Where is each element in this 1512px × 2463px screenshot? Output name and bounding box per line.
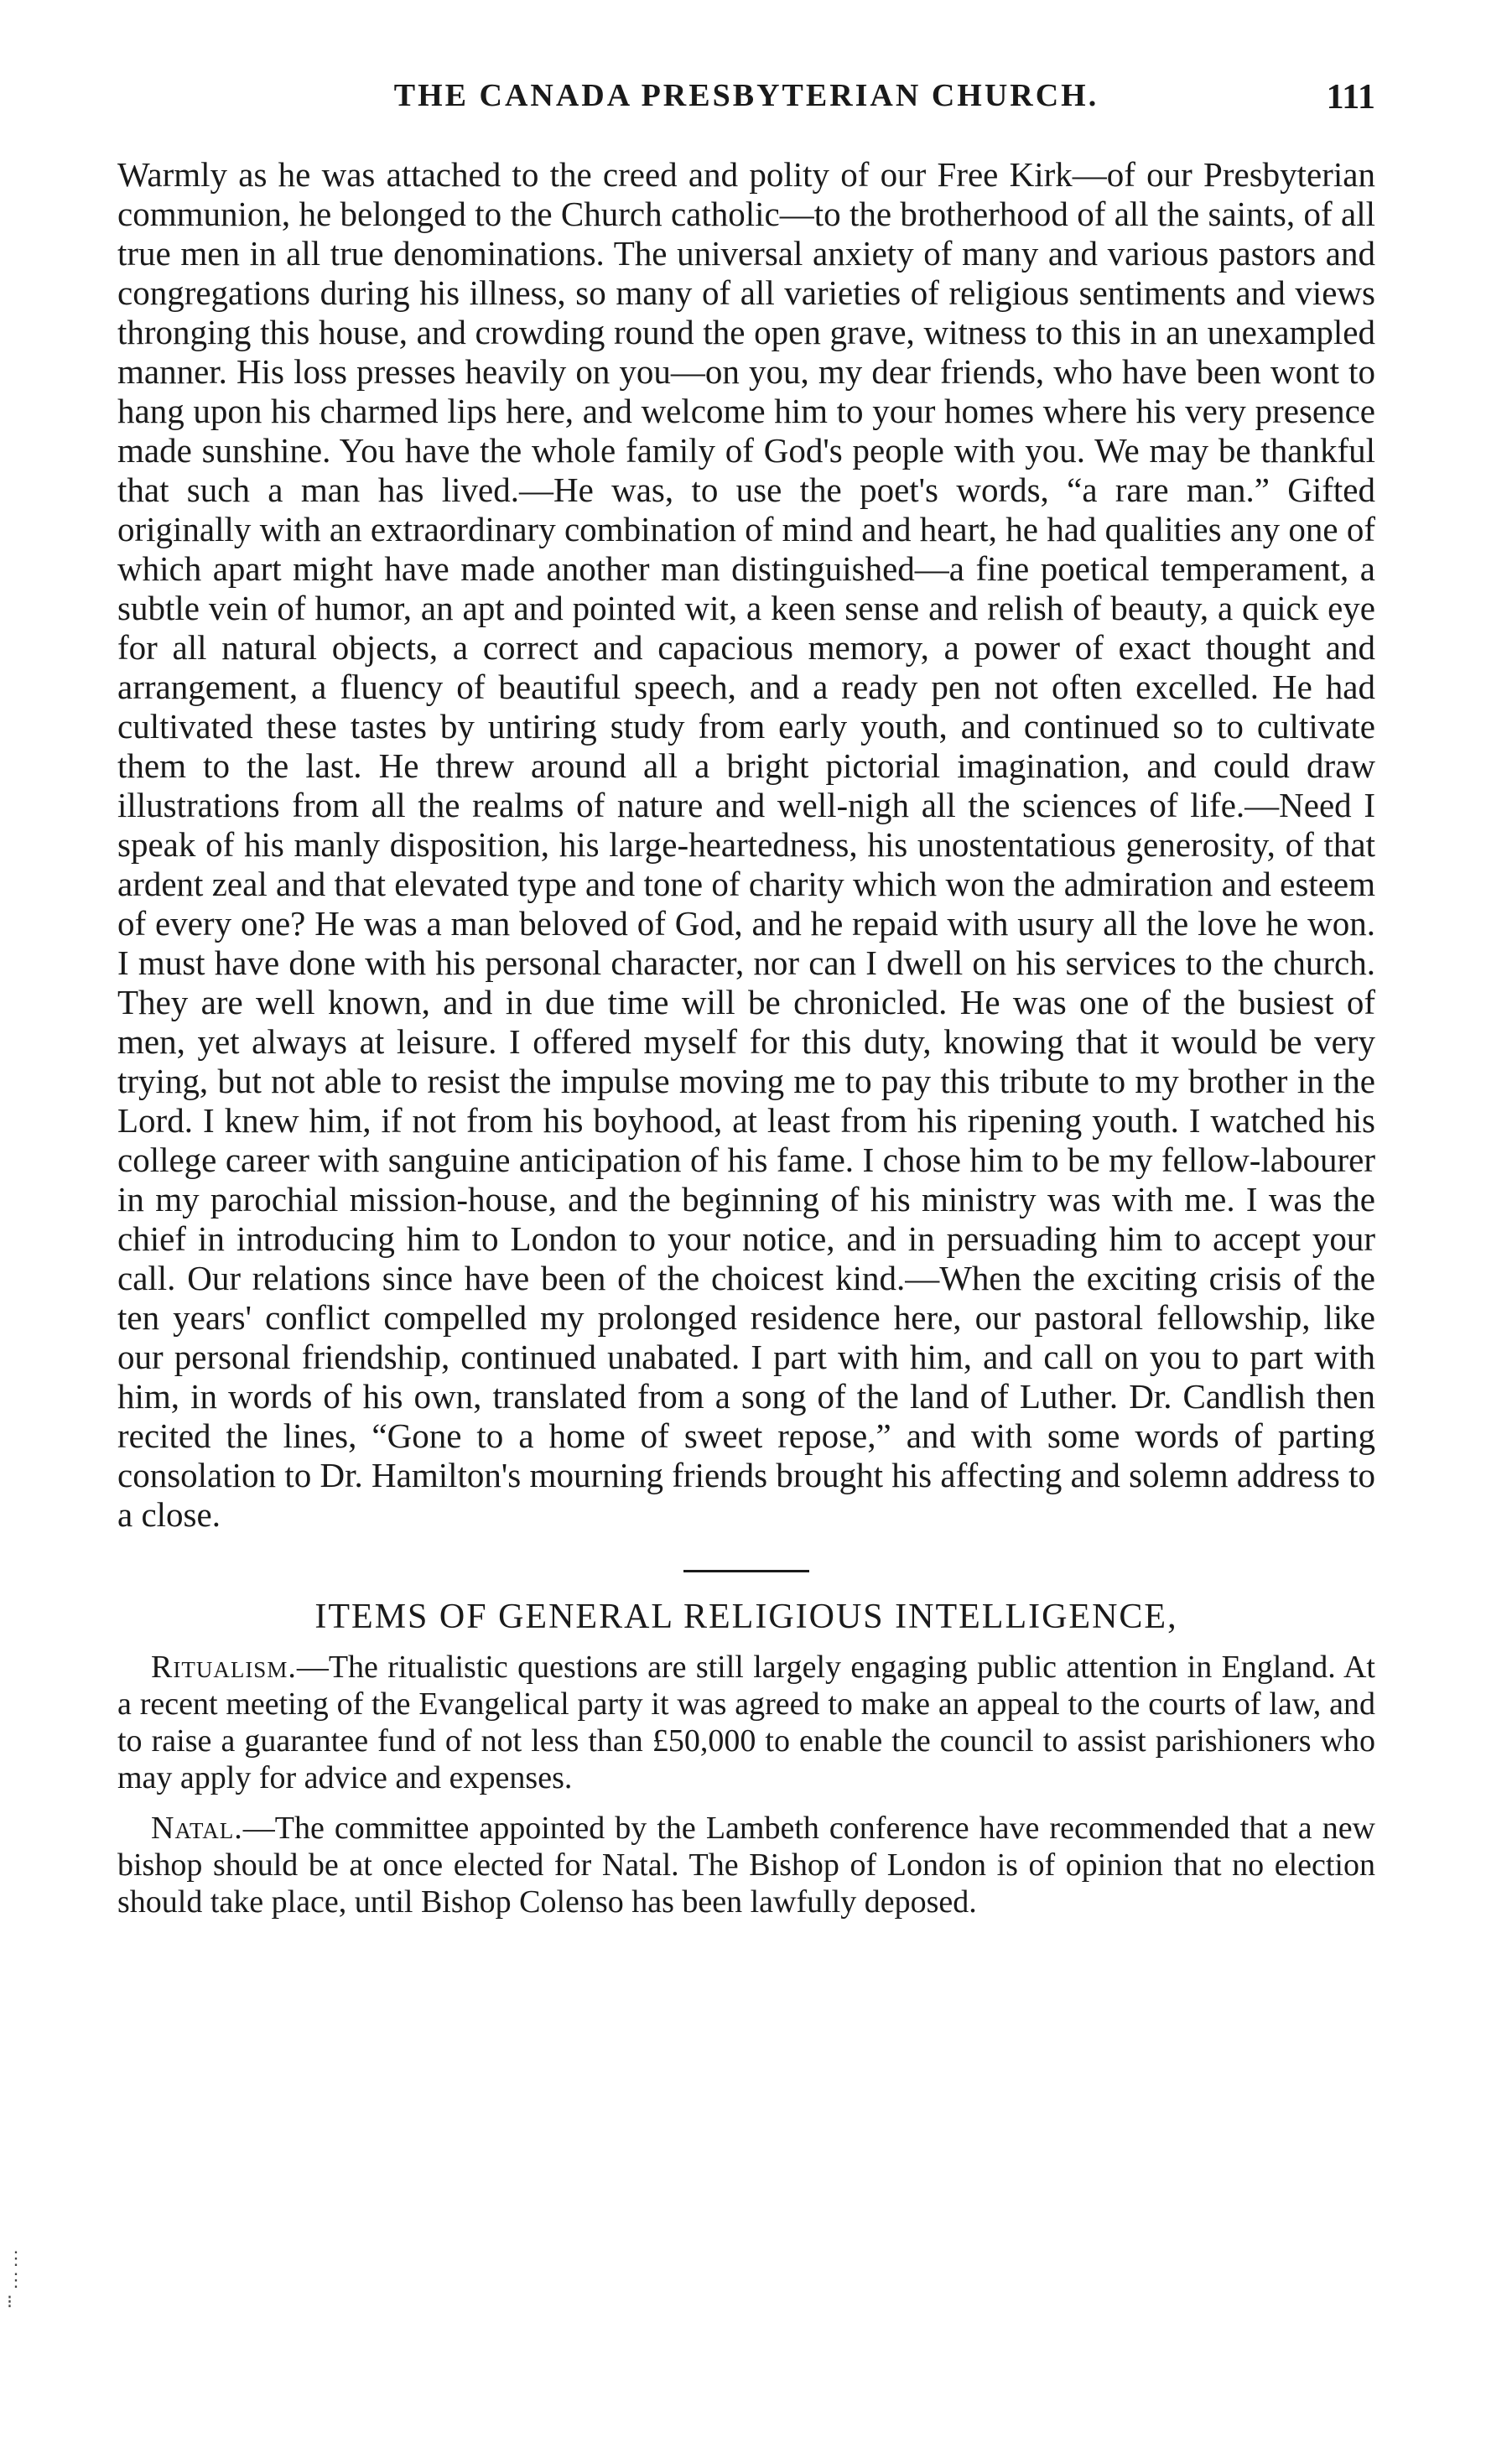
margin-scan-marks: ⋮ ⋮ ⁝ — [7, 2247, 25, 2312]
item-run-in-heading: Natal. — [151, 1811, 243, 1846]
news-item-ritualism — [117, 1649, 1375, 1796]
item-text: —The ritualistic questions are still largely engaging public attention in England. At a recent meeting of the Evangelical party it was agreed to make an appeal to the courts of law, and to raise a guarantee fund of not less than £50,000 to enable the council to assist parishioners who may apply for advice and expenses. — [117, 1650, 1375, 1795]
page-number: 111 — [1326, 78, 1375, 117]
section-divider — [683, 1570, 809, 1572]
item-run-in-heading: Ritualism. — [151, 1650, 297, 1685]
running-title: THE CANADA PRESBYTERIAN CHURCH. — [393, 78, 1099, 113]
running-head — [117, 77, 1375, 127]
section-heading: ITEMS OF GENERAL RELIGIOUS INTELLIGENCE, — [314, 1598, 1178, 1636]
news-item-natal — [117, 1810, 1375, 1920]
body-column — [117, 155, 1375, 1934]
main-paragraph: Warmly as he was attached to the creed and polity of our Free Kirk—of our Presbyterian communion, he belonged to the Church catholic—to the brotherhood of all the saints, of all true men in all true denominations. The universal anxiety of many and various pastors and congregations during his illness, so many of all varieties of religious sentiments and views thronging this house, and crowding round the open grave, witness to this in an unexampled manner. His loss presses heavily on you—on you, my dear friends, who have been wont to hang upon his charmed lips here, and welcome him to your homes where his very presence made sunshine. You have the whole family of God's people with you. We may be thankful that such a man has lived.—He was, to use the poet's words, “a rare man.” Gifted originally with an extraordinary combination of mind and heart, he had qualities any one of which apart might have made another man distinguished—a fine poetical temperament, a subtle vein of humor, an apt and pointed wit, a keen sense and relish of beauty, a quick eye for all natural objects, a correct and capacious memory, a power of exact thought and arrangement, a fluency of beautiful speech, and a ready pen not often excelled. He had cultivated these tastes by untiring study from early youth, and continued so to cultivate them to the last. He threw around all a bright pictorial imagination, and could draw illustrations from all the realms of nature and well-nigh all the sciences of life.—Need I speak of his manly disposition, his large-heartedness, his unostentatious generosity, of that ardent zeal and that elevated type and tone of charity which won the admiration and esteem of every one? He was a man beloved of God, and he repaid with usury all the love he won. I must have done with his personal character, nor can I dwell on his services to the church. They are well known, and in due time will be chronicled. He was one of the busiest of men, yet always at leisure. I offered myself for this duty, knowing that it would be very trying, but not able to resist the impulse moving me to pay this tribute to my brother in the Lord. I knew him, if not from his boyhood, at least from his ripening youth. I watched his college career with sanguine anticipation of his fame. I chose him to be my fellow-labourer in my parochial mission-house, and the beginning of his ministry was with me. I was the chief in introducing him to London to your notice, and in persuading him to accept your call. Our relations since have been of the choicest kind.—When the exciting crisis of the ten years' conflict compelled my prolonged residence here, our pastoral fellowship, like our personal friendship, continued unabated. I part with him, and call on you to part with him, in words of his own, translated from a song of the land of Luther. Dr. Candlish then recited the lines, “Gone to a home of sweet repose,” and with some words of parting consolation to Dr. Hamilton's mourning friends brought his affecting and solemn address to a close. — [117, 155, 1375, 1534]
item-text: —The committee appointed by the Lambeth conference have recommended that a new bishop should be at once elected for Natal. The Bishop of London is of opinion that no election should take place, until Bishop Colenso has been lawfully deposed. — [117, 1811, 1375, 1920]
